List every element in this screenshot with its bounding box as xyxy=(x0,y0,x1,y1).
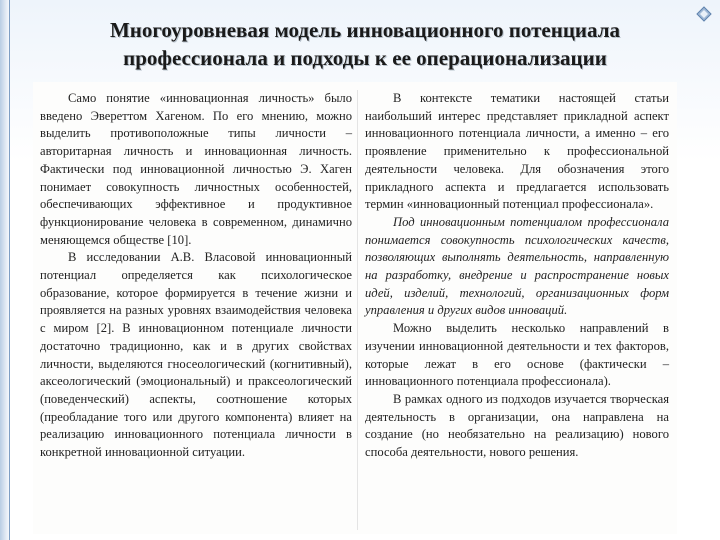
left-paragraph-1: Само понятие «инновационная личность» было введено Эвереттом Хагеном. По его мнению, можно выделить противоположные типы личности – авторитарная личность и инновационная личность. Фактически под инновационной личностью Э. Хаген понимает совокупность личностных особенностей, обеспечивающих эффективное и продуктивное функционирование человека в современном, динамично меняющемся обществе [10]. xyxy=(40,91,352,247)
right-paragraph-2: Можно выделить несколько направлений в изучении инновационной деятельности и тех факторов, которые лежат в его основе (фактически – инновационного потенциала профессионала). xyxy=(365,321,669,389)
right-text-column xyxy=(365,90,669,462)
title-line-1: Многоуровневая модель инновационного потенциала xyxy=(109,18,620,42)
right-paragraph-1: В контексте тематики настоящей статьи наибольший интерес представляет прикладной аспект инновационного потенциала личности, а именно – его проявление применительно к профессиональной деятельности человека. Для обозначения этого прикладного аспекта и предлагается использовать термин «инновационный потенциал профессионала». xyxy=(365,91,669,212)
right-paragraph-italic: Под инновационным потенциалом профессионала понимается совокупность психологических качеств, позволяющих выполнять деятельность, направленную на разработку, внедрение и распространение новых идей, изделий, технологий, организационных форм управления и других видов инноваций. xyxy=(365,214,669,318)
scanned-article-image xyxy=(33,82,677,534)
column-divider xyxy=(357,90,358,530)
left-paragraph-2: В исследовании А.В. Власовой инновационный потенциал определяется как психологическое образование, которое формируется в течение жизни и проявляется на разных уровнях взаимодействия человека с миром [2]. В инновационном потенциале личности достаточно традиционно, как и в других свойствах личности, выделяются гносеологический (когнитивный), аксеологический (эмоциональный) и праксеологический (поведенческий) аспекты, соотношение которых (преобладание того или другого компонента) влияет на реализацию инновационного потенциала личности в конкретной инновационной ситуации. xyxy=(40,250,352,460)
left-bar-border xyxy=(9,0,10,540)
right-paragraph-3: В рамках одного из подходов изучается творческая деятельность в организации, она направлена на создание (но необязательно на реализацию) нового способа деятельности, нового решения. xyxy=(365,391,669,460)
slide-title xyxy=(30,16,700,72)
title-line-2: профессионала и подходы к ее операционализации xyxy=(123,46,607,70)
left-text-column xyxy=(40,90,352,462)
left-decorative-bar xyxy=(0,0,9,540)
